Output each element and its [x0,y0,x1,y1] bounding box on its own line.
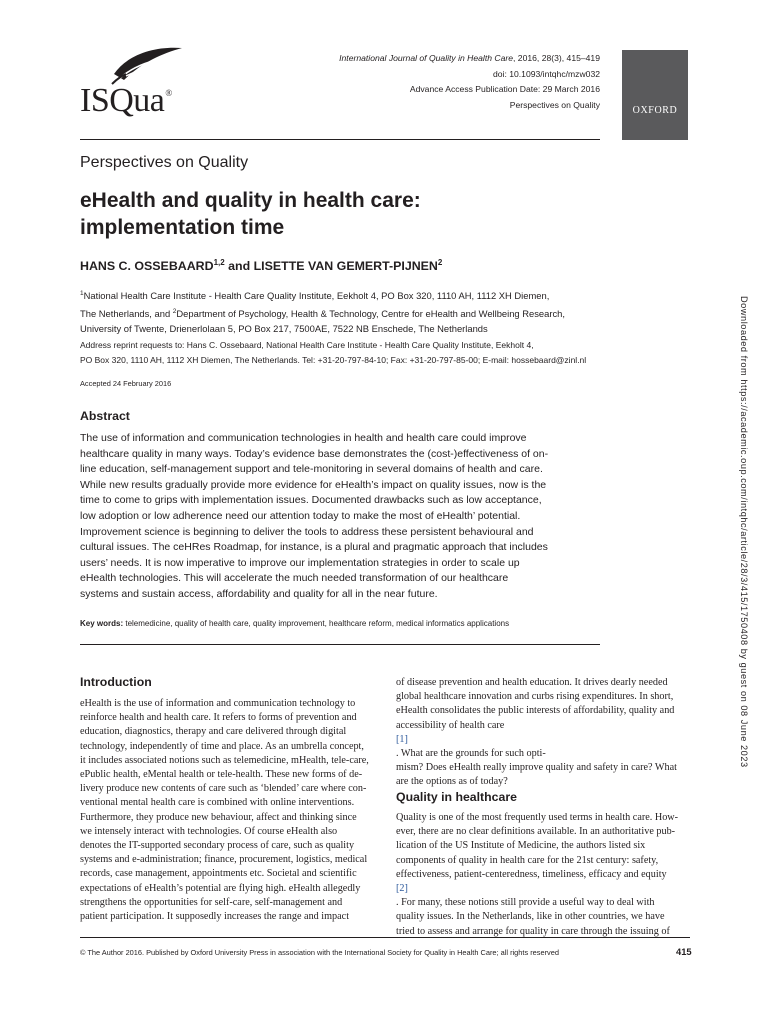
footer-divider [80,937,690,938]
isqua-logo [80,44,190,124]
introduction-heading: Introduction [80,675,152,689]
article-title: eHealth and quality in health care: implementation time [80,189,421,239]
feather-icon [110,44,185,86]
journal-section: Perspectives on Quality [509,99,600,110]
keywords: Key words: telemedicine, quality of health care, quality improvement, healthcare reform, medical informatics applications [80,619,510,628]
quality-heading: Quality in healthcare [396,790,517,804]
abstract-body: The use of information and communication technologies in health and health care could improve healthcare quality in many ways. Today’s evidence base demonstrates the (cost-)effectiveness of on- line education, self-management support and tele-monitoring in several domains of health and care. While new results gradually provide more evidence for eHealth’s impact on quality issues, now is the time to come to grips with implementation issues. Documented drawbacks such as low acceptance, low adoption or low adherence need our attention today to make the most of eHealth’ potential. Improvement science is beginning to deliver the tools to address these persistent behavioural and cultural issues. The ceHRes Roadmap, for instance, is a plural and pragmatic approach that includes users’ needs. It is now imperative to improve our implementation strategies in order to scale up eHealth technologies. This will accelerate the much needed transformation of our healthcare systems and sustain access, affordability and quality for all in the near future. [80,432,549,600]
quality-body: Quality is one of the most frequently used terms in health care. How- ever, there are no clear definitions available. In an authoritative pub- lication of the US Institute of Medicine, the authors listed six components of quality in health care for the 21st century: safety, effectiveness, patient-centeredness, timeliness, efficacy and equity [2] . For many, these notions still provide a useful way to deal with quality issues. In the Netherlands, like in other countries, we have tried to assess and arrange for quality in care through the issuing of [396,812,679,937]
page-number: 415 [676,946,692,957]
header-divider [80,139,600,140]
right-column-continuation: of disease prevention and health education. It drives dearly needed global healthcare innovation and curbs rising expenditures. In short, eHealth consolidates the public interests of affordability, quality and accessibility of health care [1] . What are the grounds for such opti- mism? Does eHealth really improve quality and safety in care? What are the options as of today? [396,677,677,788]
abstract-heading: Abstract [80,409,130,423]
reference-link-2[interactable]: [2] [396,883,408,895]
affiliations: $^1$National Health Care Institute - Health Care Quality Institute, Eekholt 4, PO Box 320, 1110 AH, 1112 XH Diemen, The Netherlands, and $^2$Department of Psychology, Health & Technology, Centre for eHealth and Wellbeing Research, University of Twente, Drienerlolaan 5, PO Box 217, 7500AE, 7522 NB Enschede, The Netherlands [80,290,565,335]
accepted-date: Accepted 24 February 2016 [80,379,172,388]
journal-citation: International Journal of Quality in Health Care, 2016, 28(3), 415–419 [339,53,600,63]
journal-info [220,51,600,113]
section-type: Perspectives on Quality [80,154,249,171]
logo-wordmark: ISQua® [80,82,172,119]
reprint-address: Address reprint requests to: Hans C. Ossebaard, National Health Care Institute - Health Care Quality Institute, Eekholt 4, PO Box 320, 1110 AH, 1112 XH Diemen, The Netherlands. Tel: +31-20-797-84-10; Fax: +31-20-797-85-00; E-mail: hossebaard@zinl.nl [80,340,587,365]
oxford-logo: OXFORD [622,50,688,140]
copyright-footer: © The Author 2016. Published by Oxford University Press in association with the International Society for Quality in Health Care; all rights reserved [80,948,559,957]
journal-doi[interactable]: doi: 10.1093/intqhc/mzw032 [492,68,600,79]
section-divider [80,644,600,645]
authors: HANS C. OSSEBAARD$^{1,2}$ and LISETTE VAN GEMERT-PIJNEN$^2$ [80,258,443,274]
download-note: Downloaded from https://academic.oup.com/intqhc/article/28/3/415/1750408 by guest on 08 June 2023 [739,296,749,768]
reference-link-1[interactable]: [1] [396,733,408,745]
advance-access-date: Advance Access Publication Date: 29 March 2016 [409,84,600,95]
introduction-body: eHealth is the use of information and communication technology to reinforce health and health care. It refers to forms of prevention and education, diagnostics, therapy and care delivered through digital technology, independently of time and place. As an umbrella concept, it includes associated notions such as telemedicine, mHealth, tele-care, ePublic health, eMental health or tele-health. These new forms of de- livery produce new contents of care such as ‘blended’ care where con- ventional mental health care is combined with online interventions. Furthermore, they produce new behaviour, affect and thinking since we intensely interact with technologies. Of course eHealth also denotes the IT-supported secondary process of care, such as quality systems and e-administration; finance, procurement, logistics, medical records, case management, appointments etc. Societal and scientific expectations of eHealth’s potential are flying high. eHealth allegedly strengthens the opportunities for self-care, self-management and patient participation. It supposedly increases the range and impact [80,698,369,923]
